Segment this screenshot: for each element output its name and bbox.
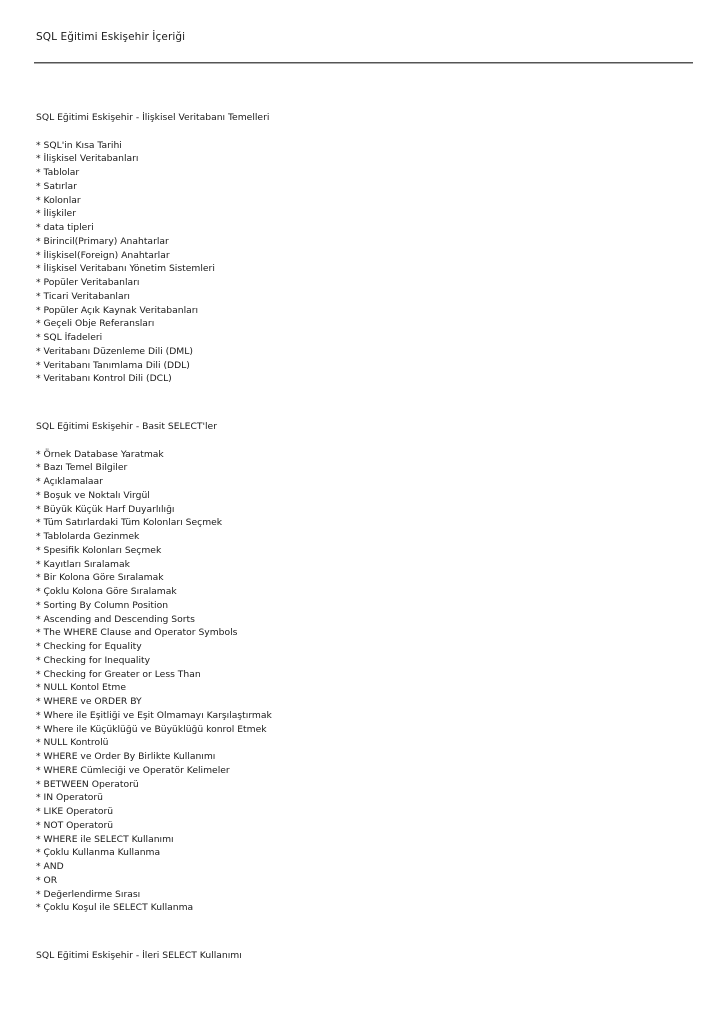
topic-item: * Bazı Temel Bilgiler bbox=[36, 462, 128, 474]
topic-item: * Satırlar bbox=[36, 180, 77, 192]
topic-list bbox=[36, 139, 676, 387]
document-body bbox=[36, 111, 676, 977]
topic-item: * Veritabanı Kontrol Dili (DCL) bbox=[36, 373, 172, 385]
topic-item: * OR bbox=[36, 874, 58, 886]
topic-item: * Tüm Satırlardaki Tüm Kolonları Seçmek bbox=[36, 517, 223, 529]
topic-item: * The WHERE Clause and Operator Symbols bbox=[36, 627, 238, 639]
topic-item: * Kayıtları Sıralamak bbox=[36, 558, 130, 570]
topic-item: * Değerlendirme Sırası bbox=[36, 888, 141, 900]
header-divider bbox=[34, 62, 693, 64]
section-title: SQL Eğitimi Eskişehir - İlişkisel Veritabanı Temelleri bbox=[36, 112, 270, 123]
topic-item: * Bir Kolona Göre Sıralamak bbox=[36, 572, 164, 584]
topic-item: * Checking for Inequality bbox=[36, 654, 151, 666]
topic-item: * İlişkisel(Foreign) Anahtarlar bbox=[36, 249, 170, 261]
topic-item: * Checking for Equality bbox=[36, 641, 142, 652]
topic-item: * Where ile Eşitliği ve Eşit Olmamayı Karşılaştırmak bbox=[36, 709, 272, 721]
topic-item: * WHERE Cümleciği ve Operatör Kelimeler bbox=[36, 764, 230, 776]
section-title: SQL Eğitimi Eskişehir - İleri SELECT Kullanımı bbox=[36, 950, 242, 961]
topic-item: * SQL'in Kısa Tarihi bbox=[36, 139, 122, 151]
topic-item: * NULL Kontrolü bbox=[36, 737, 109, 749]
topic-item: * Sorting By Column Position bbox=[36, 599, 169, 611]
topic-item: * İlişkisel Veritabanları bbox=[36, 153, 139, 165]
topic-item: * NOT Operatorü bbox=[36, 819, 114, 831]
topic-item: * Where ile Küçüklüğü ve Büyüklüğü konrol Etmek bbox=[36, 723, 267, 735]
section-relational-database-basics bbox=[36, 111, 676, 386]
topic-item: * LIKE Operatorü bbox=[36, 806, 114, 817]
topic-item: * WHERE ile SELECT Kullanımı bbox=[36, 833, 174, 845]
topic-item: * Örnek Database Yaratmak bbox=[36, 448, 164, 460]
topic-item: * Tablolar bbox=[36, 167, 80, 178]
topic-item: * İlişkiler bbox=[36, 208, 76, 220]
topic-item: * WHERE ve Order By Birlikte Kullanımı bbox=[36, 751, 216, 762]
topic-item: * Checking for Greater or Less Than bbox=[36, 668, 201, 680]
topic-item: * Veritabanı Tanımlama Dili (DDL) bbox=[36, 359, 190, 371]
topic-item: * Tablolarda Gezinmek bbox=[36, 531, 140, 542]
topic-item: * data tipleri bbox=[36, 222, 94, 233]
topic-item: * Geçeli Obje Referansları bbox=[36, 318, 155, 330]
topic-item: * Çoklu Kolona Göre Sıralamak bbox=[36, 586, 177, 597]
topic-item: * Açıklamalaar bbox=[36, 476, 103, 487]
section-advanced-select bbox=[36, 949, 676, 963]
topic-item: * BETWEEN Operatorü bbox=[36, 778, 139, 790]
topic-item: * WHERE ve ORDER BY bbox=[36, 696, 142, 707]
section-title: SQL Eğitimi Eskişehir - Basit SELECT'ler bbox=[36, 421, 217, 432]
topic-item: * Çoklu Koşul ile SELECT Kullanma bbox=[36, 902, 194, 914]
topic-item: * Çoklu Kullanma Kullanma bbox=[36, 847, 161, 859]
topic-item: * Veritabanı Düzenleme Dili (DML) bbox=[36, 345, 193, 357]
topic-item: * Ascending and Descending Sorts bbox=[36, 613, 195, 625]
page-header-title: SQL Eğitimi Eskişehir İçeriği bbox=[36, 31, 186, 43]
topic-item: * Popüler Açık Kaynak Veritabanları bbox=[36, 304, 199, 316]
topic-item: * Kolonlar bbox=[36, 194, 81, 206]
section-basic-selects bbox=[36, 420, 676, 915]
topic-item: * Spesifik Kolonları Seçmek bbox=[36, 544, 162, 556]
topic-item: * AND bbox=[36, 861, 64, 872]
topic-item: * Boşuk ve Noktalı Virgül bbox=[36, 489, 150, 501]
topic-list bbox=[36, 448, 676, 916]
topic-item: * Ticari Veritabanları bbox=[36, 290, 130, 302]
topic-item: * İlişkisel Veritabanı Yönetim Sistemleri bbox=[36, 263, 215, 275]
topic-item: * SQL İfadeleri bbox=[36, 332, 103, 343]
topic-item: * Birincil(Primary) Anahtarlar bbox=[36, 235, 169, 247]
topic-item: * Popüler Veritabanları bbox=[36, 277, 140, 288]
topic-item: * Büyük Küçük Harf Duyarlılığı bbox=[36, 503, 175, 515]
topic-item: * NULL Kontol Etme bbox=[36, 682, 126, 694]
topic-item: * IN Operatorü bbox=[36, 792, 103, 804]
